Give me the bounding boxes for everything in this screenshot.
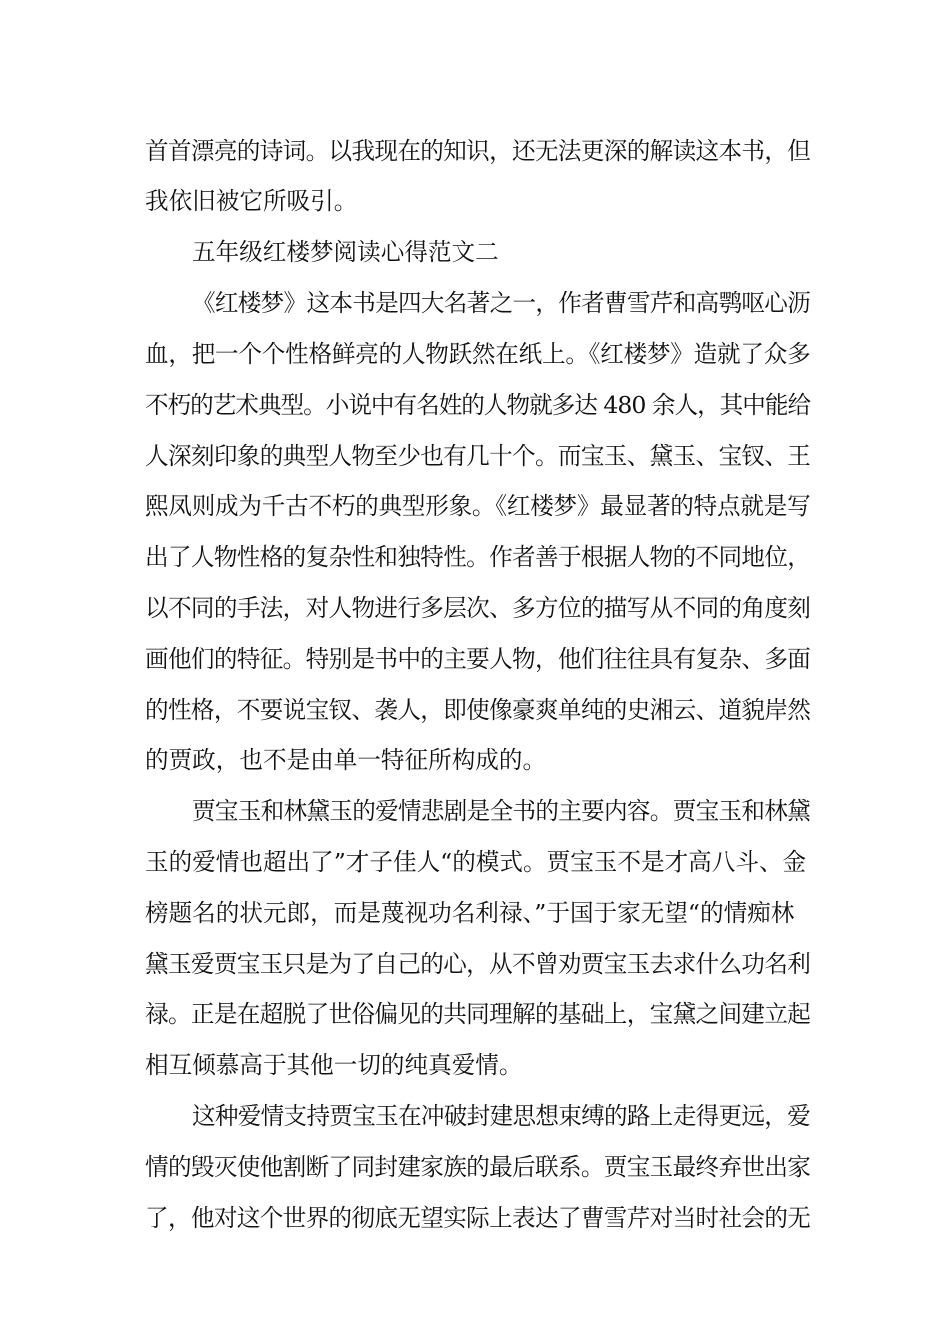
- text-line: 不朽的艺术典型。小说中有名姓的人物就多达 480 余人，其中能给: [145, 391, 811, 419]
- text-line: 了，他对这个世界的彻底无望实际上表达了曹雪芹对当时社会的无: [145, 1204, 811, 1232]
- text-line: 人深刻印象的典型人物至少也有几十个。而宝玉、黛玉、宝钗、王: [145, 442, 811, 470]
- text-line: 血，把一个个性格鲜亮的人物跃然在纸上。《红楼梦》造就了众多: [145, 340, 811, 368]
- text-line: 熙凤则成为千古不朽的典型形象。《红楼梦》最显著的特点就是写: [145, 492, 811, 520]
- text-line: 出了人物性格的复杂性和独特性。作者善于根据人物的不同地位，: [145, 543, 811, 571]
- text-line: 的性格，不要说宝钗、袭人，即使像豪爽单纯的史湘云、道貌岸然: [145, 696, 811, 724]
- text-line: 黛玉爱贾宝玉只是为了自己的心，从不曾劝贾宝玉去求什么功名利: [145, 950, 811, 978]
- text-line: 相互倾慕高于其他一切的纯真爱情。: [145, 1051, 523, 1079]
- text-line: 画他们的特征。特别是书中的主要人物，他们往往具有复杂、多面: [145, 645, 811, 673]
- text-line: 禄。正是在超脱了世俗偏见的共同理解的基础上，宝黛之间建立起: [145, 1000, 811, 1028]
- text-line: 以不同的手法，对人物进行多层次、多方位的描写从不同的角度刻: [145, 594, 811, 622]
- text-line: 我依旧被它所吸引。: [145, 187, 358, 215]
- text-line: 玉的爱情也超出了”才子佳人“的模式。贾宝玉不是才高八斗、金: [145, 848, 807, 876]
- text-line: 首首漂亮的诗词。以我现在的知识，还无法更深的解读这本书，但: [145, 137, 811, 165]
- text-line: 《红楼梦》这本书是四大名著之一，作者曹雪芹和高鹗呕心沥: [192, 289, 811, 317]
- text-line: 榜题名的状元郎，而是蔑视功名利禄、”于国于家无望“的情痴林: [145, 899, 795, 927]
- text-line: 这种爱情支持贾宝玉在冲破封建思想束缚的路上走得更远，爱: [192, 1102, 811, 1130]
- text-line: 情的毁灭使他割断了同封建家族的最后联系。贾宝玉最终弃世出家: [145, 1153, 811, 1181]
- text-line: 的贾政，也不是由单一特征所构成的。: [145, 746, 547, 774]
- text-line: 贾宝玉和林黛玉的爱情悲剧是全书的主要内容。贾宝玉和林黛: [192, 797, 811, 825]
- section-heading: 五年级红楼梦阅读心得范文二: [192, 238, 499, 266]
